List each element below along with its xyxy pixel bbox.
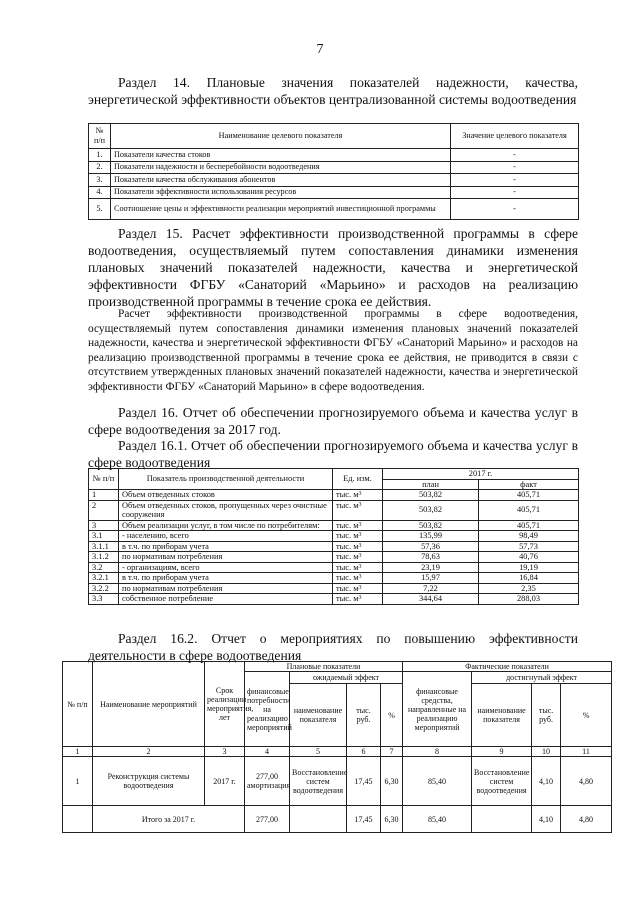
cell-num: 2. bbox=[89, 161, 111, 174]
cell-unit: тыс. м bbox=[336, 594, 359, 603]
cell-unit: тыс. м bbox=[336, 552, 359, 561]
cell-num: 3.2 bbox=[89, 562, 119, 573]
table-row bbox=[63, 757, 612, 806]
col-number: 11 bbox=[561, 747, 612, 757]
col-header-year: 2017 г. bbox=[383, 469, 579, 480]
cell-plan: 78,63 bbox=[383, 552, 479, 563]
section-16-2-heading: Раздел 16.2. Отчет о мероприятиях по повышению эффективности деятельности в сфере водоотведения bbox=[88, 631, 578, 663]
col-header-indicator: Наименование целевого показателя bbox=[111, 124, 451, 149]
col-number: 8 bbox=[403, 747, 472, 757]
col-header-name: Наименование мероприятий bbox=[93, 662, 205, 747]
cell-rub: 4,10 bbox=[532, 806, 561, 833]
unit-superscript: 3 bbox=[358, 532, 362, 538]
cell-indicator: собственное потребление bbox=[119, 594, 333, 605]
cell-num: 3.1.1 bbox=[89, 541, 119, 552]
cell-indicator: в т.ч. по приборам учета bbox=[119, 541, 333, 552]
cell-num: 1. bbox=[89, 149, 111, 162]
col-header-indicator-name: наименование показателя bbox=[290, 684, 347, 747]
cell-plan: 15,97 bbox=[383, 573, 479, 584]
table-row bbox=[89, 562, 579, 573]
unit-superscript: 3 bbox=[358, 553, 362, 559]
cell-fact: 19,19 bbox=[479, 562, 579, 573]
col-number: 9 bbox=[472, 747, 532, 757]
cell-num: 2 bbox=[89, 500, 119, 520]
cell-unit: тыс. м bbox=[336, 541, 359, 551]
cell-num: 3.1 bbox=[89, 531, 119, 542]
cell-fact: 16,84 bbox=[479, 573, 579, 584]
cell-fin-need: 277,00 амортизация bbox=[245, 757, 290, 806]
cell-value: - bbox=[451, 161, 579, 174]
cell-indicator: по нормативам потребления bbox=[119, 552, 333, 563]
col-header-fin-actual: финансовые средства, направленные на реализацию мероприятий bbox=[403, 672, 472, 747]
table-row bbox=[89, 490, 579, 501]
table-row bbox=[89, 520, 579, 531]
cell-num: 3.1.2 bbox=[89, 552, 119, 563]
table-row bbox=[89, 149, 579, 162]
cell-indicator: в т.ч. по приборам учета bbox=[119, 573, 333, 584]
col-header-pct: % bbox=[381, 684, 403, 747]
cell-num: 1 bbox=[89, 490, 119, 501]
col-header-fin-need: финансовые потребности на реализацию мероприятий bbox=[245, 672, 290, 747]
section-16-heading: Раздел 16. Отчет об обеспечении прогнозируемого объема и качества услуг в сфере водоотведения за 2017 год. bbox=[88, 405, 578, 437]
cell-rub: 4,10 bbox=[532, 757, 561, 806]
table-row bbox=[89, 174, 579, 187]
cell-fact: 288,03 bbox=[479, 594, 579, 605]
cell-plan: 135,99 bbox=[383, 531, 479, 542]
cell-unit: тыс. м bbox=[336, 500, 359, 510]
cell-num: 3.3 bbox=[89, 594, 119, 605]
cell-indicator: - организациям, всего bbox=[119, 562, 333, 573]
col-number: 5 bbox=[290, 747, 347, 757]
page-number: 7 bbox=[316, 42, 324, 57]
cell-indicator-name: Восстановление систем водоотведения bbox=[290, 757, 347, 806]
cell-indicator: Показатели качества стоков bbox=[111, 149, 451, 162]
col-header-num: № п/п bbox=[89, 124, 111, 149]
section-14-table bbox=[88, 123, 579, 220]
col-number: 2 bbox=[93, 747, 205, 757]
cell-plan: 23,19 bbox=[383, 562, 479, 573]
unit-superscript: 3 bbox=[358, 521, 362, 528]
cell-indicator: Показатели надежности и бесперебойности водоотведения bbox=[111, 161, 451, 174]
table-header-row bbox=[89, 469, 579, 480]
col-header-actual: Фактические показатели bbox=[403, 662, 612, 672]
cell-indicator: Объем отведенных стоков bbox=[119, 490, 333, 501]
col-header-expected-effect: ожидаемый эффект bbox=[290, 672, 403, 684]
cell-fin-actual: 85,40 bbox=[403, 757, 472, 806]
cell-num: 3. bbox=[89, 174, 111, 187]
unit-superscript: 3 bbox=[358, 563, 362, 570]
cell-indicator: Соотношение цены и эффективности реализации мероприятий инвестиционной программы bbox=[111, 199, 451, 220]
cell-unit: тыс. м bbox=[336, 573, 359, 582]
cell-indicator: - населению, всего bbox=[119, 531, 333, 542]
table-row bbox=[89, 541, 579, 552]
cell-total-label: Итого за 2017 г. bbox=[93, 806, 245, 833]
cell-fact: 40,76 bbox=[479, 552, 579, 563]
section-15-heading: Раздел 15. Расчет эффективности производственной программы в сфере водоотведения, осуществляемый путем сопоставления динамики изменения плановых значений показателей надежности, качества и энергетической эффективности ФГБУ «Санаторий «Марьино» и расходов на реализацию производственной программы в течение срока ее действия. bbox=[88, 226, 578, 309]
cell-num: 3.2.1 bbox=[89, 573, 119, 584]
col-number: 7 bbox=[381, 747, 403, 757]
unit-superscript: 3 bbox=[358, 595, 362, 601]
section-16-1-heading: Раздел 16.1. Отчет об обеспечении прогнозируемого объема и качества услуг в сфере водоотведения bbox=[88, 438, 578, 470]
col-header-plan: план bbox=[383, 479, 479, 490]
cell-num: 1 bbox=[63, 757, 93, 806]
cell-indicator: Показатели качества обслуживания абонентов bbox=[111, 174, 451, 187]
col-header-rub: тыс. руб. bbox=[532, 684, 561, 747]
cell-unit: тыс. м bbox=[336, 562, 359, 572]
cell-num: 4. bbox=[89, 186, 111, 199]
cell-fin-actual: 85,40 bbox=[403, 806, 472, 833]
col-header-indicator: Показатель производственной деятельности bbox=[119, 469, 333, 490]
section-16-1-table bbox=[88, 468, 579, 605]
col-header-planned: Плановые показатели bbox=[245, 662, 403, 672]
cell-unit: тыс. м bbox=[336, 583, 359, 593]
cell-fact: 98,49 bbox=[479, 531, 579, 542]
col-header-unit: Ед. изм. bbox=[333, 469, 383, 490]
cell-plan: 344,64 bbox=[383, 594, 479, 605]
col-number: 3 bbox=[205, 747, 245, 757]
col-header-value: Значение целевого показателя bbox=[451, 124, 579, 149]
cell-fact: 405,71 bbox=[479, 490, 579, 501]
table-row bbox=[89, 594, 579, 605]
cell-indicator: Объем реализации услуг, в том числе по потребителям: bbox=[119, 520, 333, 531]
cell-unit: тыс. м bbox=[336, 520, 359, 530]
cell-unit: тыс. м bbox=[336, 490, 359, 499]
cell-plan: 503,82 bbox=[383, 490, 479, 501]
cell-fact: 2,35 bbox=[479, 583, 579, 594]
col-number: 10 bbox=[532, 747, 561, 757]
cell-plan: 503,82 bbox=[383, 520, 479, 531]
col-header-pct: % bbox=[561, 684, 612, 747]
cell-value: - bbox=[451, 149, 579, 162]
table-header-row bbox=[63, 662, 612, 672]
col-number: 6 bbox=[347, 747, 381, 757]
col-header-indicator-name: наименование показателя bbox=[472, 684, 532, 747]
cell-unit: тыс. м bbox=[336, 531, 359, 540]
cell-plan: 57,36 bbox=[383, 541, 479, 552]
table-row bbox=[89, 161, 579, 174]
cell-fin-need: 277,00 bbox=[245, 806, 290, 833]
unit-superscript: 3 bbox=[358, 491, 362, 497]
cell-value: - bbox=[451, 174, 579, 187]
cell-indicator: Объем отведенных стоков, пропущенных через очистные сооружения bbox=[119, 500, 333, 520]
col-number: 4 bbox=[245, 747, 290, 757]
col-header-reached-effect: достигнутый эффект bbox=[472, 672, 612, 684]
cell-plan: 7,22 bbox=[383, 583, 479, 594]
unit-superscript: 3 bbox=[358, 501, 362, 508]
cell-fact: 405,71 bbox=[479, 500, 579, 520]
table-row bbox=[89, 531, 579, 542]
cell-indicator: Показатели эффективности использования ресурсов bbox=[111, 186, 451, 199]
cell-term: 2017 г. bbox=[205, 757, 245, 806]
cell-num: 3 bbox=[89, 520, 119, 531]
unit-superscript: 3 bbox=[358, 584, 362, 591]
section-16-2-table bbox=[62, 661, 612, 833]
table-row bbox=[89, 583, 579, 594]
table-row bbox=[89, 500, 579, 520]
cell-pct: 6,30 bbox=[381, 806, 403, 833]
cell-value: - bbox=[451, 199, 579, 220]
unit-superscript: 3 bbox=[358, 542, 362, 549]
cell-pct: 4,80 bbox=[561, 757, 612, 806]
cell-fact: 405,71 bbox=[479, 520, 579, 531]
cell-num: 3.2.2 bbox=[89, 583, 119, 594]
table-row bbox=[89, 552, 579, 563]
table-total-row bbox=[63, 806, 612, 833]
table-header-row bbox=[89, 124, 579, 149]
table-row bbox=[89, 573, 579, 584]
table-row bbox=[89, 199, 579, 220]
cell-fact: 57,73 bbox=[479, 541, 579, 552]
cell-indicator: по нормативам потребления bbox=[119, 583, 333, 594]
section-15-text: Расчет эффективности производственной программы в сфере водоотведения, осуществляемый путем сопоставления динамики изменения плановых значений показателей надежности, качества и энергетической эффективности ФГБУ «Санаторий Марьино» и расходов на реализацию производственной программы в течение срока ее действия, не приводится в связи с отсутствием утвержденных плановых значений показателей надежности, качества и энергетической эффективности ФГБУ «Санаторий Марьино» в сфере водоотведения. bbox=[88, 308, 578, 393]
col-header-rub: тыс. руб. bbox=[347, 684, 381, 747]
cell-pct: 6,30 bbox=[381, 757, 403, 806]
cell-value: - bbox=[451, 186, 579, 199]
cell-rub: 17,45 bbox=[347, 806, 381, 833]
section-14-heading: Раздел 14. Плановые значения показателей надежности, качества, энергетической эффективности объектов централизованной системы водоотведения bbox=[88, 75, 578, 107]
col-header-num: № п/п bbox=[89, 469, 119, 490]
cell-indicator-name: Восстановление систем водоотведения bbox=[472, 757, 532, 806]
cell-plan: 503,82 bbox=[383, 500, 479, 520]
table-row bbox=[89, 186, 579, 199]
unit-superscript: 3 bbox=[358, 574, 362, 580]
col-header-fact: факт bbox=[479, 479, 579, 490]
cell-pct: 4,80 bbox=[561, 806, 612, 833]
cell-rub: 17,45 bbox=[347, 757, 381, 806]
cell-measure-name: Реконструкция системы водоотведения bbox=[93, 757, 205, 806]
col-header-term: Срок реализации мероприятия, лет bbox=[205, 662, 245, 747]
cell-num: 5. bbox=[89, 199, 111, 220]
col-header-num: № п/п bbox=[63, 662, 93, 747]
column-number-row bbox=[63, 747, 612, 757]
col-number: 1 bbox=[63, 747, 93, 757]
